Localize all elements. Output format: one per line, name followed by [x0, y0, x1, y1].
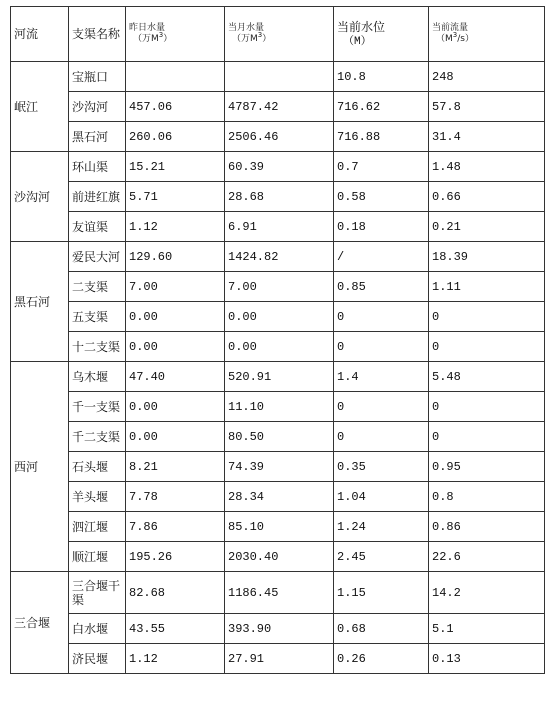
water-level-cell: 0: [334, 392, 429, 422]
flow-rate-cell: 0.13: [429, 644, 545, 674]
table-row: [11, 212, 545, 242]
branch-cell: 五支渠: [69, 302, 126, 332]
table-row: [11, 242, 545, 272]
branch-cell: 泗江堰: [69, 512, 126, 542]
river-cell: 三合堰: [11, 572, 69, 674]
table-row: [11, 62, 545, 92]
branch-cell: 爱民大河: [69, 242, 126, 272]
branch-cell: 沙沟河: [69, 92, 126, 122]
yesterday-volume-cell: 7.86: [126, 512, 225, 542]
river-cell: 西河: [11, 362, 69, 572]
yesterday-volume-cell: 15.21: [126, 152, 225, 182]
table-row: [11, 482, 545, 512]
table-row: [11, 92, 545, 122]
yesterday-volume-cell: 5.71: [126, 182, 225, 212]
branch-cell: 友谊渠: [69, 212, 126, 242]
yesterday-volume-cell: 7.00: [126, 272, 225, 302]
month-volume-cell: 393.90: [225, 614, 334, 644]
yesterday-volume-cell: 0.00: [126, 422, 225, 452]
yesterday-volume-cell: 129.60: [126, 242, 225, 272]
header-water-level: [334, 7, 429, 62]
water-level-cell: 1.15: [334, 572, 429, 614]
water-level-cell: 2.45: [334, 542, 429, 572]
flow-rate-cell: 248: [429, 62, 545, 92]
month-volume-cell: 28.68: [225, 182, 334, 212]
table-row: [11, 512, 545, 542]
month-volume-cell: 60.39: [225, 152, 334, 182]
branch-cell: 济民堰: [69, 644, 126, 674]
header-yesterday-label: 昨日水量: [129, 23, 166, 33]
flow-rate-cell: 5.48: [429, 362, 545, 392]
table-row: [11, 392, 545, 422]
water-level-cell: 0: [334, 422, 429, 452]
yesterday-volume-cell: 8.21: [126, 452, 225, 482]
header-yesterday-unit: （万$M^3$）: [133, 31, 173, 44]
yesterday-volume-cell: 47.40: [126, 362, 225, 392]
river-cell: 沙沟河: [11, 152, 69, 242]
water-level-cell: 0.26: [334, 644, 429, 674]
month-volume-cell: [225, 62, 334, 92]
month-volume-cell: 80.50: [225, 422, 334, 452]
branch-cell: 千二支渠: [69, 422, 126, 452]
table-row: [11, 644, 545, 674]
table-row: [11, 542, 545, 572]
header-yesterday-volume: [126, 7, 225, 62]
flow-rate-cell: 0.66: [429, 182, 545, 212]
flow-rate-cell: 0: [429, 392, 545, 422]
water-level-cell: 0.7: [334, 152, 429, 182]
water-level-cell: 0: [334, 332, 429, 362]
yesterday-volume-cell: 82.68: [126, 572, 225, 614]
header-level-unit: （M）: [343, 36, 372, 48]
yesterday-volume-cell: 0.00: [126, 392, 225, 422]
water-level-cell: 0.85: [334, 272, 429, 302]
flow-rate-cell: 0.86: [429, 512, 545, 542]
table-row: [11, 452, 545, 482]
yesterday-volume-cell: 195.26: [126, 542, 225, 572]
yesterday-volume-cell: 0.00: [126, 332, 225, 362]
month-volume-cell: 520.91: [225, 362, 334, 392]
header-row: [11, 7, 545, 62]
water-level-cell: 0.35: [334, 452, 429, 482]
month-volume-cell: 6.91: [225, 212, 334, 242]
branch-cell: 千一支渠: [69, 392, 126, 422]
month-volume-cell: 0.00: [225, 332, 334, 362]
month-volume-cell: 28.34: [225, 482, 334, 512]
branch-cell: 顺江堰: [69, 542, 126, 572]
table-row: [11, 572, 545, 614]
table-row: [11, 362, 545, 392]
river-cell: 黑石河: [11, 242, 69, 362]
flow-rate-cell: 1.48: [429, 152, 545, 182]
table-row: [11, 614, 545, 644]
branch-cell: 前进红旗: [69, 182, 126, 212]
water-level-cell: 716.62: [334, 92, 429, 122]
branch-cell: 环山渠: [69, 152, 126, 182]
month-volume-cell: 74.39: [225, 452, 334, 482]
header-flow-unit: $(M^3/s)$: [436, 31, 474, 44]
flow-rate-cell: 31.4: [429, 122, 545, 152]
header-flow-rate: [429, 7, 545, 62]
water-level-cell: 1.24: [334, 512, 429, 542]
water-level-cell: /: [334, 242, 429, 272]
water-level-cell: 0: [334, 302, 429, 332]
month-volume-cell: 85.10: [225, 512, 334, 542]
header-flow-label: 当前流量: [432, 23, 469, 33]
water-data-table: [10, 6, 545, 674]
month-volume-cell: 11.10: [225, 392, 334, 422]
flow-rate-cell: 0: [429, 422, 545, 452]
water-level-cell: 0.18: [334, 212, 429, 242]
flow-rate-cell: 14.2: [429, 572, 545, 614]
table-row: [11, 302, 545, 332]
flow-rate-cell: 5.1: [429, 614, 545, 644]
table-row: [11, 182, 545, 212]
water-level-cell: 0.68: [334, 614, 429, 644]
yesterday-volume-cell: 43.55: [126, 614, 225, 644]
yesterday-volume-cell: 260.06: [126, 122, 225, 152]
branch-cell: 十二支渠: [69, 332, 126, 362]
header-month-volume: [225, 7, 334, 62]
flow-rate-cell: 0: [429, 302, 545, 332]
table-row: [11, 272, 545, 302]
yesterday-volume-cell: 1.12: [126, 644, 225, 674]
flow-rate-cell: 0.21: [429, 212, 545, 242]
water-level-cell: 716.88: [334, 122, 429, 152]
month-volume-cell: 4787.42: [225, 92, 334, 122]
branch-cell: 三合堰干渠: [69, 572, 126, 614]
table-row: [11, 122, 545, 152]
water-level-cell: 10.8: [334, 62, 429, 92]
month-volume-cell: 1186.45: [225, 572, 334, 614]
header-month-label: 当月水量: [228, 23, 265, 33]
river-cell: 岷江: [11, 62, 69, 152]
header-month-unit: （万$M^3$）: [232, 31, 272, 44]
month-volume-cell: 1424.82: [225, 242, 334, 272]
flow-rate-cell: 0: [429, 332, 545, 362]
branch-cell: 乌木堰: [69, 362, 126, 392]
water-level-cell: 1.04: [334, 482, 429, 512]
branch-cell: 二支渠: [69, 272, 126, 302]
header-level-label: 当前水位: [337, 20, 386, 34]
month-volume-cell: 2506.46: [225, 122, 334, 152]
branch-cell: 黑石河: [69, 122, 126, 152]
flow-rate-cell: 1.11: [429, 272, 545, 302]
flow-rate-cell: 18.39: [429, 242, 545, 272]
branch-cell: 石头堰: [69, 452, 126, 482]
header-branch: 支渠名称: [69, 7, 126, 62]
table-row: [11, 422, 545, 452]
header-river: 河流: [11, 7, 69, 62]
month-volume-cell: 0.00: [225, 302, 334, 332]
water-level-cell: 0.58: [334, 182, 429, 212]
flow-rate-cell: 0.8: [429, 482, 545, 512]
branch-cell: 羊头堰: [69, 482, 126, 512]
yesterday-volume-cell: 0.00: [126, 302, 225, 332]
yesterday-volume-cell: 1.12: [126, 212, 225, 242]
branch-cell: 白水堰: [69, 614, 126, 644]
flow-rate-cell: 0.95: [429, 452, 545, 482]
table-row: [11, 152, 545, 182]
yesterday-volume-cell: [126, 62, 225, 92]
water-level-cell: 1.4: [334, 362, 429, 392]
month-volume-cell: 2030.40: [225, 542, 334, 572]
flow-rate-cell: 57.8: [429, 92, 545, 122]
yesterday-volume-cell: 7.78: [126, 482, 225, 512]
month-volume-cell: 27.91: [225, 644, 334, 674]
flow-rate-cell: 22.6: [429, 542, 545, 572]
branch-cell: 宝瓶口: [69, 62, 126, 92]
month-volume-cell: 7.00: [225, 272, 334, 302]
yesterday-volume-cell: 457.06: [126, 92, 225, 122]
table-row: [11, 332, 545, 362]
